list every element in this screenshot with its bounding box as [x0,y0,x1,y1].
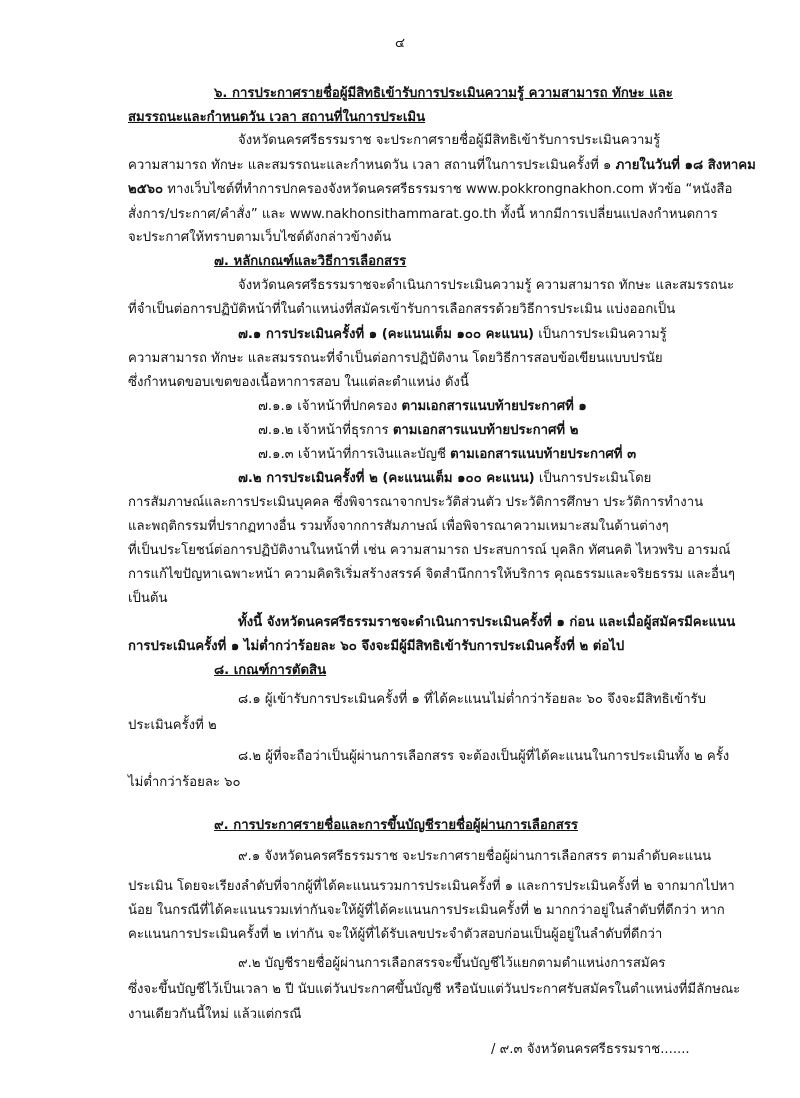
section-6-paragraph-line: จังหวัดนครศรีธรรมราช จะประกาศรายชื่อผู้มีสิทธิเข้ารับการประเมินความรู้ [238,133,661,148]
section-8-2-line: ไม่ต่ำกว่าร้อยละ ๖๐ [128,775,241,790]
section-7-1-2-item: ๗.๑.๒ เจ้าหน้าที่ธุรการ ตามเอกสารแนบท้ายประกาศที่ ๒ [258,423,579,438]
section-7-2-line: และพฤติกรรมที่ปรากฏทางอื่น รวมทั้งจากการสัมภาษณ์ เพื่อพิจารณาความเหมาะสมในด้านต่างๆ [128,519,669,534]
section-7-2-line: ที่เป็นประโยชน์ต่อการปฏิบัติงานในหน้าที่ เช่น ความสามารถ ประสบการณ์ บุคลิก ทัศนคติ ไหวพริบ อารมณ์ [128,543,731,558]
section-6-paragraph-line: ๒๕๖๐ ทางเว็บไซต์ที่ทำการปกครองจังหวัดนครศรีธรรมราช www.pokkrongnakhon.com หัวข้อ “หนังสือ [128,182,733,197]
section-9-2-line: งานเดียวกันนี้ใหม่ แล้วแต่กรณี [128,1007,302,1022]
section-9-1-line: คะแนนการประเมินครั้งที่ ๒ เท่ากัน จะให้ผู้ที่ได้รับเลขประจำตัวสอบก่อนเป็นผู้อยู่ในลำดับที่ดีกว่า [128,927,663,942]
section-7-2-line: ๗.๒ การประเมินครั้งที่ ๒ (คะแนนเต็ม ๑๐๐ คะแนน) เป็นการประเมินโดย [238,471,652,486]
section-6-paragraph-line: สั่งการ/ประกาศ/คำสั่ง” และ www.nakhonsithammarat.go.th ทั้งนี้ หากมีการเปลี่ยนแปลงกำหนดการ [128,207,718,222]
section-7-note-line: การประเมินครั้งที่ ๑ ไม่ต่ำกว่าร้อยละ ๖๐ จึงจะมีผู้มีสิทธิเข้ารับการประเมินครั้งที่ ๒ ต่อไป [128,639,625,654]
section-8-heading: ๘. เกณฑ์การตัดสิน [214,663,327,678]
section-9-2-line: ซึ่งจะขึ้นบัญชีไว้เป็นเวลา ๒ ปี นับแต่วันประกาศขึ้นบัญชี หรือนับแต่วันประกาศรับสมัครในตำแหน่งที่มีลักษณะ [128,982,741,997]
section-7-1-1-item: ๗.๑.๑ เจ้าหน้าที่ปกครอง ตามเอกสารแนบท้ายประกาศที่ ๑ [258,399,587,414]
section-8-1-line: ๘.๑ ผู้เข้ารับการประเมินครั้งที่ ๑ ที่ได้คะแนนไม่ต่ำกว่าร้อยละ ๖๐ จึงจะมีสิทธิเข้ารับ [238,692,707,707]
section-9-1-line: น้อย ในกรณีที่ได้คะแนนรวมเท่ากันจะให้ผู้ที่ได้คะแนนการประเมินครั้งที่ ๒ มากกว่าอยู่ในลำดับที่ดีกว่า หาก [128,903,725,918]
section-7-2-line: การสัมภาษณ์และการประเมินบุคคล ซึ่งพิจารณาจากประวัติส่วนตัว ประวัติการศึกษา ประวัติการทำงาน [128,495,704,510]
section-6-heading-line-1: ๖. การประกาศรายชื่อผู้มีสิทธิเข้ารับการประเมินความรู้ ความสามารถ ทักษะ และ [214,86,673,101]
section-7-paragraph-line: จังหวัดนครศรีธรรมราชจะดำเนินการประเมินความรู้ ความสามารถ ทักษะ และสมรรถนะ [238,278,735,293]
section-7-2-line: การแก้ไขปัญหาเฉพาะหน้า ความคิดริเริ่มสร้างสรรค์ จิตสำนึกการให้บริการ คุณธรรมและจริยธรรม และอื่นๆ [128,567,735,582]
section-6-paragraph-line: ความสามารถ ทักษะ และสมรรถนะและกำหนดวัน เวลา สถานที่ในการประเมินครั้งที่ ๑ ภายในวันที่ ๑๘ สิงหาคม [128,158,756,173]
page-number: ๔ [395,36,405,51]
section-9-heading: ๙. การประกาศรายชื่อและการขึ้นบัญชีรายชื่อผู้ผ่านการเลือกสรร [214,818,578,833]
section-7-2-line: เป็นต้น [128,591,168,606]
section-7-1-line: ความสามารถ ทักษะ และสมรรถนะที่จำเป็นต่อการปฏิบัติงาน โดยวิธีการสอบข้อเขียนแบบปรนัย [128,351,663,366]
section-8-2-line: ๘.๒ ผู้ที่จะถือว่าเป็นผู้ผ่านการเลือกสรร จะต้องเป็นผู้ที่ได้คะแนนในการประเมินทั้ง ๒ ครั้ง [238,749,730,764]
section-7-1-3-item: ๗.๑.๓ เจ้าหน้าที่การเงินและบัญชี ตามเอกสารแนบท้ายประกาศที่ ๓ [258,447,637,462]
section-9-2-line: ๙.๒ บัญชีรายชื่อผู้ผ่านการเลือกสรรจะขึ้นบัญชีไว้แยกตามตำแหน่งการสมัคร [238,956,666,971]
continuation-marker: / ๙.๓ จังหวัดนครศรีธรรมราช....... [491,1042,690,1057]
section-8-1-line: ประเมินครั้งที่ ๒ [128,718,217,733]
section-9-1-line: ประเมิน โดยจะเรียงลำดับที่จากผู้ที่ได้คะแนนรวมการประเมินครั้งที่ ๑ และการประเมินครั้งที่ ๒ จากมากไปหา [128,879,735,894]
section-7-note-line: ทั้งนี้ จังหวัดนครศรีธรรมราชจะดำเนินการประเมินครั้งที่ ๑ ก่อน และเมื่อผู้สมัครมีคะแนน [238,615,736,630]
section-7-1-line: ซึ่งกำหนดขอบเขตของเนื้อหาการสอบ ในแต่ละตำแหน่ง ดังนี้ [128,375,469,390]
section-6-heading-line-2: สมรรถนะและกำหนดวัน เวลา สถานที่ในการประเมิน [128,110,426,125]
section-7-heading: ๗. หลักเกณฑ์และวิธีการเลือกสรร [214,254,407,269]
section-7-1-line: ๗.๑ การประเมินครั้งที่ ๑ (คะแนนเต็ม ๑๐๐ คะแนน) เป็นการประเมินความรู้ [238,327,667,342]
section-7-paragraph-line: ที่จำเป็นต่อการปฏิบัติหน้าที่ในตำแหน่งที่สมัครเข้ารับการเลือกสรรด้วยวิธีการประเมิน แบ่งออกเป็น [128,302,676,317]
section-6-paragraph-line: จะประกาศให้ทราบตามเว็บไซต์ดังกล่าวข้างต้น [128,230,392,245]
section-9-1-line: ๙.๑ จังหวัดนครศรีธรรมราช จะประกาศรายชื่อผู้ผ่านการเลือกสรร ตามลำดับคะแนน [238,849,712,864]
